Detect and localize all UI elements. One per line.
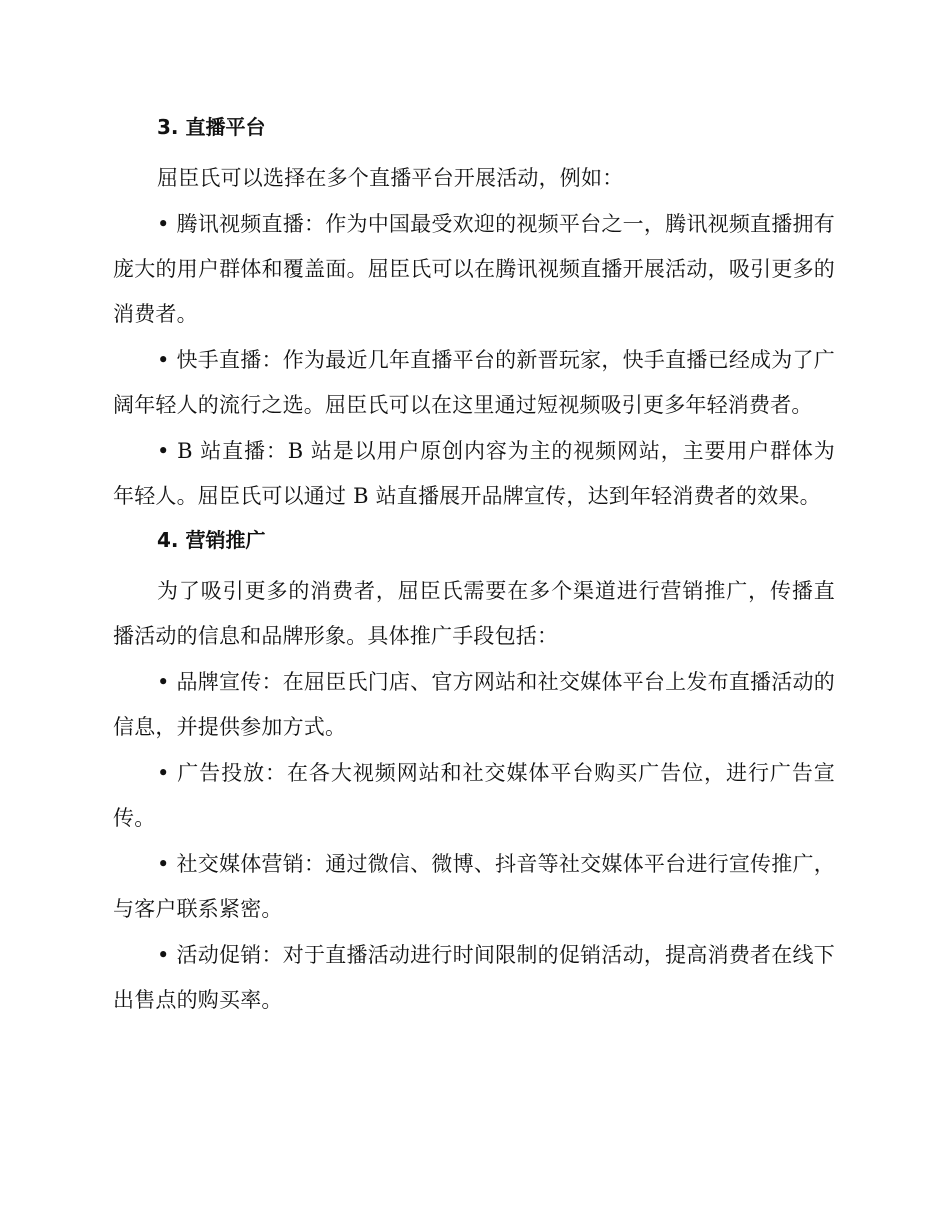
section-heading-marketing: 4. 营销推广	[157, 528, 266, 552]
list-item-kuaishou: • 快手直播：作为最近几年直播平台的新晋玩家，快手直播已经成为了广阔年轻人的流行之选。屈臣氏可以在这里通过短视频吸引更多年轻消费者。	[113, 348, 835, 417]
document-body	[113, 110, 835, 1024]
list-item-brand-promotion: • 品牌宣传：在屈臣氏门店、官方网站和社交媒体平台上发布直播活动的信息，并提供参加方式。	[113, 670, 835, 739]
list-item-promotions: • 活动促销：对于直播活动进行时间限制的促销活动，提高消费者在线下出售点的购买率。	[113, 943, 835, 1012]
section-intro-marketing: 为了吸引更多的消费者，屈臣氏需要在多个渠道进行营销推广，传播直播活动的信息和品牌形象。具体推广手段包括：	[113, 579, 835, 648]
list-item-tencent-video: • 腾讯视频直播：作为中国最受欢迎的视频平台之一，腾讯视频直播拥有庞大的用户群体和覆盖面。屈臣氏可以在腾讯视频直播开展活动，吸引更多的消费者。	[113, 212, 835, 326]
list-item-advertising: • 广告投放：在各大视频网站和社交媒体平台购买广告位，进行广告宣传。	[113, 761, 835, 830]
section-heading-live-platforms: 3. 直播平台	[157, 115, 266, 139]
section-intro-live-platforms: 屈臣氏可以选择在多个直播平台开展活动，例如：	[157, 166, 624, 190]
list-item-bilibili: • B 站直播：B 站是以用户原创内容为主的视频网站，主要用户群体为年轻人。屈臣氏可以通过 B 站直播展开品牌宣传，达到年轻消费者的效果。	[113, 439, 835, 508]
list-item-social-media: • 社交媒体营销：通过微信、微博、抖音等社交媒体平台进行宣传推广，与客户联系紧密。	[113, 852, 835, 921]
